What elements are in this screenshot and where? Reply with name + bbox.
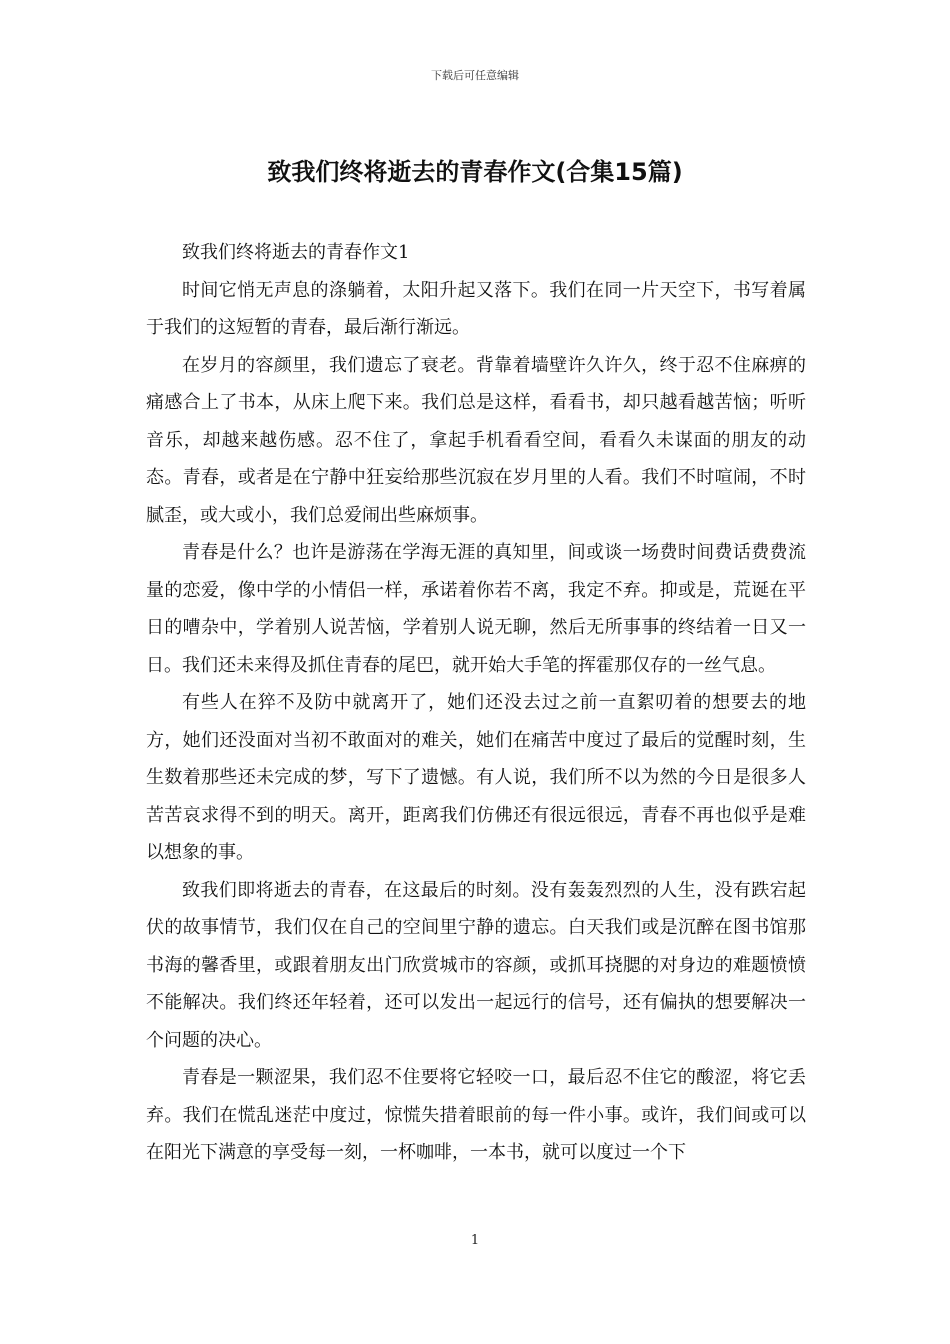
paragraph: 有些人在猝不及防中就离开了，她们还没去过之前一直絮叨着的想要去的地方，她们还没面对当初不敢面对的难关，她们在痛苦中度过了最后的觉醒时刻，生生数着那些还未完成的梦，写下了遗憾。有人说，我们所不以为然的今日是很多人苦苦哀求得不到的明天。离开，距离我们仿佛还有很远很远，青春不再也似乎是难以想象的事。 [146, 692, 806, 863]
document-title: 致我们终将逝去的青春作文(合集15篇) [267, 158, 683, 186]
paragraph: 致我们即将逝去的青春，在这最后的时刻。没有轰轰烈烈的人生，没有跌宕起伏的故事情节，我们仅在自己的空间里宁静的遗忘。白天我们或是沉醉在图书馆那书海的馨香里，或跟着朋友出门欣赏城市的容颜，或抓耳挠腮的对身边的难题愤愤不能解决。我们终还年轻着，还可以发出一起远行的信号，还有偏执的想要解决一个问题的决心。 [146, 879, 806, 1051]
header-note: 下载后可任意编辑 [431, 69, 519, 82]
paragraph: 青春是一颗涩果，我们忍不住要将它轻咬一口，最后忍不住它的酸涩，将它丢弃。我们在慌乱迷茫中度过，惊慌失措着眼前的每一件小事。或许，我们间或可以在阳光下满意的享受每一刻，一杯咖啡，一本书，就可以度过一个下 [146, 1067, 806, 1163]
page-number: 1 [470, 1233, 480, 1248]
paragraph: 时间它悄无声息的涤躺着，太阳升起又落下。我们在同一片天空下，书写着属于我们的这短暂的青春，最后渐行渐远。 [146, 279, 806, 338]
section-heading: 致我们终将逝去的青春作文1 [182, 242, 410, 263]
paragraph: 青春是什么？也许是游荡在学海无涯的真知里，间或谈一场费时间费话费费流量的恋爱，像中学的小情侣一样，承诺着你若不离，我定不弃。抑或是，荒诞在平日的嘈杂中，学着别人说苦恼，学着别人说无聊，然后无所事事的终结着一日又一日。我们还未来得及抓住青春的尾巴，就开始大手笔的挥霍那仅存的一丝气息。 [146, 542, 806, 676]
paragraph: 在岁月的容颜里，我们遗忘了衰老。背靠着墙壁许久许久，终于忍不住麻痹的痛感合上了书本，从床上爬下来。我们总是这样，看看书，却只越看越苦恼；听听音乐，却越来越伤感。忍不住了，拿起手机看看空间，看看久未谋面的朋友的动态。青春，或者是在宁静中狂妄给那些沉寂在岁月里的人看。我们不时喧闹，不时腻歪，或大或小，我们总爱闹出些麻烦事。 [146, 354, 806, 526]
document-body [146, 234, 806, 1172]
